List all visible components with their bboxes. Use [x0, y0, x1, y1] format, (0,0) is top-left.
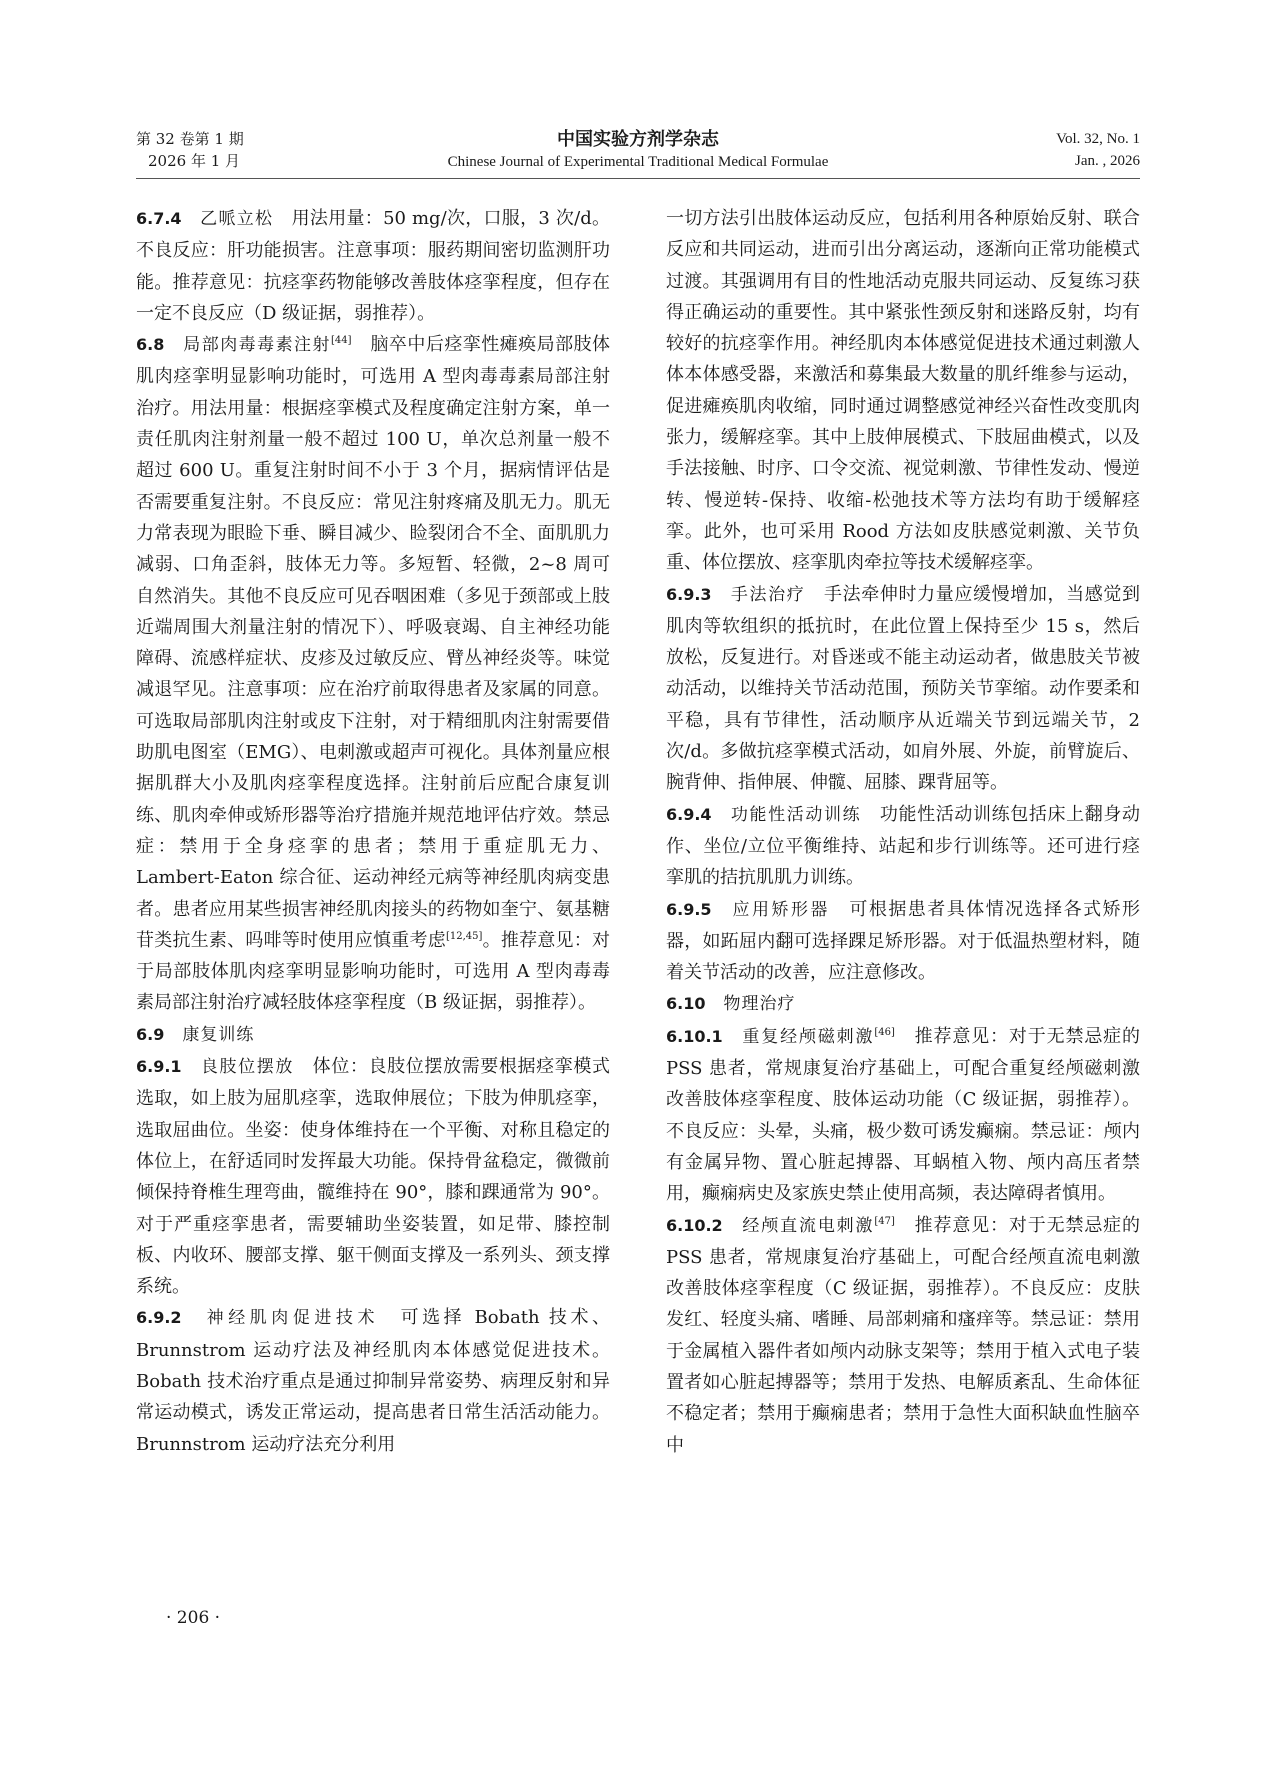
journal-title: 中国实验方剂学杂志	[557, 129, 719, 150]
section-number: 6.9.3	[666, 584, 712, 604]
citation: [44]	[331, 335, 352, 347]
section-6-9-4	[666, 799, 1140, 894]
paragraph-text: 可根据患者具体情况选择各式矫形器，如跖屈内翻可选择踝足矫形器。对于低温热塑材料，随着关节活动的改善，应注意修改。	[666, 898, 1141, 984]
section-title: 局部肉毒毒素注射	[183, 335, 331, 356]
header-volume-en: Vol. 32, No. 1	[1056, 131, 1140, 147]
section-title: 经颅直流电刺激	[742, 1215, 875, 1236]
header-issue-en	[1056, 128, 1140, 172]
section-title: 手法治疗	[730, 584, 806, 605]
section-title: 物理治疗	[723, 994, 796, 1015]
section-title: 良肢位摆放	[200, 1057, 294, 1078]
journal-subtitle: Chinese Journal of Experimental Traditional Medical Formulae	[447, 154, 829, 170]
page-number: · 206 ·	[166, 1608, 221, 1628]
section-title: 功能性活动训练	[730, 804, 862, 825]
citation: [12,45]	[445, 930, 483, 942]
paragraph-text: 体位：良肢位摆放需要根据痉挛模式选取，如上肢为屈肌痉挛，选取伸展位；下肢为伸肌痉挛，选取屈曲位。坐姿：使身体维持在一个平衡、对称且稳定的体位上，在舒适同时发挥最大功能。保持骨盆稳定，微微前倾保持脊椎生理弯曲，髋维持在 90°，膝和踝通常为 90°。对于严重痉挛患者，需要辅助坐姿装置，如足带、膝控制板、内收环、腰部支撑、躯干侧面支撑及一系列头、颈支撑系统。	[136, 1056, 611, 1298]
section-title: 康复训练	[182, 1024, 255, 1045]
section-6-9-2	[136, 1302, 610, 1459]
section-6-9-1	[136, 1051, 610, 1302]
citation: [46]	[874, 1026, 895, 1038]
paragraph-text: 推荐意见：对于无禁忌症的 PSS 患者，常规康复治疗基础上，可配合经颅直流电刺激改善肢体痉挛程度（C 级证据，弱推荐）。不良反应：皮肤发红、轻度头痛、嗜睡、局部刺痛和瘙痒等。禁忌证：禁用于金属植入器件者如颅内动脉支架等；禁用于植入式电子装置者如心脏起搏器等；禁用于发热、电解质紊乱、生命体征不稳定者；禁用于癫痫患者；禁用于急性大面积缺血性脑卒中	[666, 1214, 1141, 1456]
paragraph-text: 功能性活动训练包括床上翻身动作、坐位/立位平衡维持、站起和步行训练等。还可进行痉挛肌的拮抗肌肌力训练。	[666, 803, 1141, 889]
paragraph-text: 。推荐意见：对于局部肢体肌肉痉挛明显影响功能时，可选用 A 型肉毒毒素局部注射治疗减轻肢体痉挛程度（B 级证据，弱推荐）。	[136, 929, 611, 1014]
section-number: 6.10.1	[666, 1026, 723, 1046]
section-6-10-2	[666, 1210, 1140, 1461]
header-date-en: Jan. , 2026	[1075, 153, 1140, 169]
header-volume: 第 32 卷第 1 期	[136, 130, 244, 148]
section-number: 6.10.2	[666, 1215, 723, 1235]
section-number: 6.9.2	[136, 1308, 182, 1328]
section-6-10	[666, 988, 1140, 1020]
section-6-8	[136, 329, 610, 1019]
paragraph-text: 手法牵伸时力量应缓慢增加，当感觉到肌肉等软组织的抵抗时，在此位置上保持至少 15 s，然后放松，反复进行。对昏迷或不能主动运动者，做患肢关节被动活动，以维持关节活动范围，预防关节挛缩。动作要柔和平稳，具有节律性，活动顺序从近端关节到远端关节，2 次/d。多做抗痉挛模式活动，如肩外展、外旋，前臂旋后、腕背伸、指伸展、伸髋、屈膝、踝背屈等。	[666, 583, 1141, 794]
continued-paragraph	[666, 203, 1140, 579]
section-number: 6.9.1	[136, 1057, 182, 1077]
paragraph-text: 脑卒中后痉挛性瘫痪局部肢体肌肉痉挛明显影响功能时，可选用 A 型肉毒毒素局部注射治疗。用法用量：根据痉挛模式及程度确定注射方案，单一责任肌肉注射剂量一般不超过 100 U，单次总剂量一般不超过 600 U。重复注射时间不小于 3 个月，据病情评估是否需要重复注射。不良反应：常见注射疼痛及肌无力。肌无力常表现为眼睑下垂、瞬目减少、睑裂闭合不全、面肌肌力减弱、口角歪斜，肢体无力等。多短暂、轻微，2~8 周可自然消失。其他不良反应可见吞咽困难（多见于颈部或上肢近端周围大剂量注射的情况下）、呼吸衰竭、自主神经功能障碍、流感样症状、皮疹及过敏反应、臂丛神经炎等。味觉减退罕见。注意事项：应在治疗前取得患者及家属的同意。可选取局部肌肉注射或皮下注射，对于精细肌肉注射需要借助肌电图室（EMG）、电刺激或超声可视化。具体剂量应根据肌群大小及肌肉痉挛程度选择。注射前后应配合康复训练、肌肉牵伸或矫形器等治疗措施并规范地评估疗效。禁忌症：禁用于全身痉挛的患者；禁用于重症肌无力、Lambert-Eaton 综合征、运动神经元病等神经肌肉病变患者。患者应用某些损害神经肌肉接头的药物如奎宁、氨基糖苷类抗生素、吗啡等时使用应慎重考虑	[136, 334, 611, 951]
right-column	[666, 203, 1140, 1461]
section-number: 6.9.5	[666, 899, 712, 919]
citation: [47]	[874, 1215, 895, 1227]
section-title: 应用矫形器	[732, 899, 830, 920]
section-number: 6.8	[136, 335, 165, 355]
section-6-9	[136, 1019, 610, 1051]
paragraph-text: 一切方法引出肢体运动反应，包括利用各种原始反射、联合反应和共同运动，进而引出分离运动，逐渐向正常功能模式过渡。其强调用有目的性地活动克服共同运动、反复练习获得正确运动的重要性。其中紧张性颈反射和迷路反射，均有较好的抗痉挛作用。神经肌肉本体感觉促进技术通过刺激人体本体感受器，来激活和募集最大数量的肌纤维参与运动，促进瘫痪肌肉收缩，同时通过调整感觉神经兴奋性改变肌肉张力，缓解痉挛。其中上肢伸展模式、下肢屈曲模式，以及手法接触、时序、口令交流、视觉刺激、节律性发动、慢逆转、慢逆转-保持、收缩-松弛技术等方法均有助于缓解痉挛。此外，也可采用 Rood 方法如皮肤感觉刺激、关节负重、体位摆放、痉挛肌肉牵拉等技术缓解痉挛。	[666, 208, 1140, 574]
section-number: 6.9.4	[666, 804, 712, 824]
running-header	[136, 128, 1140, 179]
section-number: 6.9	[136, 1024, 165, 1044]
section-title: 乙哌立松	[200, 209, 274, 229]
header-journal	[136, 128, 1140, 172]
section-6-9-3	[666, 579, 1140, 799]
section-number: 6.7.4	[136, 209, 182, 228]
section-6-10-1	[666, 1021, 1140, 1210]
paragraph-text: 用法用量：50 mg/次，口服，3 次/d。不良反应：肝功能损害。注意事项：服药期间密切监测肝功能。推荐意见：抗痉挛药物能够改善肢体痉挛程度，但存在一定不良反应（D 级证据，弱推荐）。	[136, 208, 611, 324]
header-date: 2026 年 1 月	[148, 152, 241, 170]
section-title: 重复经颅磁刺激	[742, 1026, 875, 1047]
paragraph-text: 可选择 Bobath 技术、Brunnstrom 运动疗法及神经肌肉本体感觉促进技术。Bobath 技术治疗重点是通过抑制异常姿势、病理反射和异常运动模式，诱发正常运动，提高患者日常生活活动能力。Brunnstrom 运动疗法充分利用	[136, 1307, 610, 1455]
section-title: 神经肌肉促进技术	[206, 1308, 380, 1329]
section-number: 6.10	[666, 994, 706, 1014]
section-6-7-4	[136, 203, 610, 329]
left-column	[136, 203, 610, 1460]
paragraph-text: 推荐意见：对于无禁忌症的 PSS 患者，常规康复治疗基础上，可配合重复经颅磁刺激改善肢体痉挛程度、肢体运动功能（C 级证据，弱推荐）。不良反应：头晕，头痛，极少数可诱发癫痫。禁忌证：颅内有金属异物、置心脏起搏器、耳蜗植入物、颅内高压者禁用，癫痫病史及家族史禁止使用高频，表达障碍者慎用。	[666, 1025, 1141, 1205]
section-6-9-5	[666, 894, 1140, 989]
